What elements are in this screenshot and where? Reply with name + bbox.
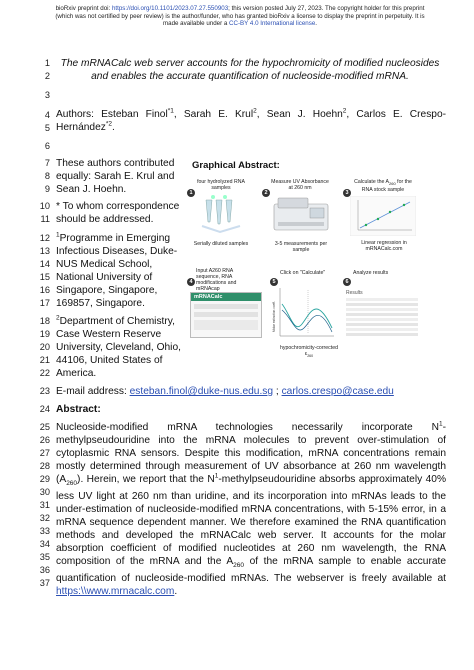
line-number: 12 xyxy=(39,233,50,243)
step-sub xyxy=(276,345,342,359)
line-number: 35 xyxy=(39,552,50,562)
line-number: 2 xyxy=(44,71,50,81)
abstract-sup: 1 xyxy=(438,420,443,428)
abstract-text: ). Herein, we report that the N xyxy=(77,474,215,485)
author-name: , Carlos E. Crespo-Hernández xyxy=(56,109,447,133)
caption-text: Calculate the A xyxy=(354,179,390,185)
affiliation-1 xyxy=(56,232,184,310)
aff-sup: 1 xyxy=(56,231,60,239)
abstract-heading: Abstract: xyxy=(56,404,101,415)
line-number: 32 xyxy=(39,513,50,523)
line-number: 24 xyxy=(39,404,50,414)
abstract-body xyxy=(56,421,446,598)
rna-tubes-illustration xyxy=(196,194,246,234)
line-number: 21 xyxy=(39,355,50,365)
abstract-text: Nucleoside-modified mRNA technologies necessarily incorporate N xyxy=(56,422,439,433)
email-label: E-mail address: xyxy=(56,386,130,397)
line-number: 10 xyxy=(39,201,50,211)
line-number: 27 xyxy=(39,448,50,458)
sub-sub: 260 xyxy=(307,354,314,359)
abstract-text: composition of the mRNA and the A xyxy=(56,556,234,568)
email-line xyxy=(56,385,448,398)
step-caption: Measure UV Absorbance at 260 nm xyxy=(271,179,329,191)
abstract-line: quantification of nucleoside-modified mRNAs. The webserver is freely available at xyxy=(56,573,446,585)
author-name: , Sarah E. Krul xyxy=(173,109,254,120)
caption-sub: 260 xyxy=(389,181,396,187)
header-line2: (which was not certified by peer review) is the author/funder, who has granted bioRxiv a license to display the preprint in perpetuity. It is xyxy=(55,12,425,20)
abstract-text: of the mRNA sample to enable accurate xyxy=(244,556,446,568)
corr-line: should be addressed. xyxy=(56,214,154,225)
author-name: Esteban Finol xyxy=(101,109,168,120)
author-sup: 2 xyxy=(253,107,257,115)
contrib-line: equally: Sarah E. Krul and xyxy=(56,171,175,182)
aff-line: Programme in Emerging xyxy=(59,233,171,244)
aff-line: University, Cleveland, Ohio, xyxy=(56,342,181,353)
webapp-screenshot xyxy=(190,292,262,338)
aff-line: Department of Chemistry, xyxy=(59,316,175,327)
line-number: 11 xyxy=(40,214,50,224)
doi-link[interactable]: https://doi.org/10.1101/2023.07.27.550903 xyxy=(111,5,229,12)
line-number: 22 xyxy=(39,368,50,378)
webapp-field xyxy=(194,304,258,309)
line-number: 16 xyxy=(39,285,50,295)
abstract-text: - xyxy=(442,422,446,433)
line-number: 25 xyxy=(39,422,50,432)
step-caption: Click on "Calculate" xyxy=(280,270,326,276)
aff-sup: 2 xyxy=(56,314,60,322)
affiliation-2 xyxy=(56,315,184,380)
results-panel xyxy=(346,290,418,346)
line-number: 19 xyxy=(39,329,50,339)
author-sup: *2 xyxy=(105,120,112,128)
line-number: 20 xyxy=(39,342,50,352)
contribution-note xyxy=(56,157,184,196)
sub-text: hypochromicity-corrected ε xyxy=(280,345,338,357)
paper-title xyxy=(56,57,444,83)
aff-line: 44106, United States of xyxy=(56,355,163,366)
abstract-text: (A xyxy=(56,474,67,485)
author-sup: 2 xyxy=(342,107,347,115)
line-number: 7 xyxy=(44,158,50,168)
line-number: 26 xyxy=(39,435,50,445)
step-sub: 3-5 measurements per sample xyxy=(274,241,328,253)
results-label: Results xyxy=(346,290,363,296)
abstract-line: under-estimation of nucleoside-modified mRNA concentrations, with 5-15% error, in a xyxy=(56,504,446,516)
ylabel: Molar extinction coeff. xyxy=(272,301,276,332)
line-number: 28 xyxy=(39,461,50,471)
step-caption: Analyze results xyxy=(353,270,389,276)
step-number-badge: 3 xyxy=(343,189,351,197)
line-number: 15 xyxy=(39,272,50,282)
caption-text: for the RNA stock sample xyxy=(361,179,412,194)
webapp-field xyxy=(194,312,258,317)
title-line2: and enables the accurate quantification of nucleoside-modified mRNA. xyxy=(91,71,409,82)
abstract-line: cytoplasmic RNA sensors. Despite this modification, mRNA concentrations remain xyxy=(56,448,446,459)
line-number: 37 xyxy=(39,578,50,588)
aff-line: America. xyxy=(56,368,97,379)
step-number xyxy=(343,270,351,288)
email-separator: ; xyxy=(273,386,282,397)
abstract-line: mRNA sequence dependent manner. We therefore examined the RNA quantification xyxy=(56,517,446,529)
line-number: 29 xyxy=(39,474,50,484)
authors-end: . xyxy=(112,122,115,133)
step-caption xyxy=(352,179,414,193)
aff-line: National University of xyxy=(56,272,153,283)
aff-line: 169857, Singapore. xyxy=(56,298,145,309)
abstract-line: mostly determined through measurement of UV absorbance at 260 nm wavelength xyxy=(56,461,446,472)
line-number: 13 xyxy=(39,246,50,256)
abstract-text: -methylpseudouridine absorbs approximately 40% xyxy=(218,474,446,485)
line-number: 8 xyxy=(44,171,50,181)
email-link-1[interactable]: esteban.finol@duke-nus.edu.sg xyxy=(129,386,274,397)
step-number xyxy=(262,181,270,199)
line-number: 4 xyxy=(44,110,50,120)
author-name: , Sean J. Hoehn xyxy=(256,109,343,120)
step-caption: Input A260 RNA sequence, RNA modifications and mRNAcap xyxy=(196,268,237,292)
line-number: 36 xyxy=(39,565,50,575)
abstract-line: methods and developed the mRNACalc web server. It accounts for the molar xyxy=(56,530,446,542)
contrib-line: Sean J. Hoehn. xyxy=(56,184,127,195)
line-number: 6 xyxy=(44,141,50,151)
line-number: 1 xyxy=(44,58,50,68)
line-number: 23 xyxy=(39,386,50,396)
preprint-header xyxy=(40,5,440,28)
step-sub: Serially diluted samples xyxy=(193,241,249,247)
abstract-sub: 260 xyxy=(66,480,78,488)
title-line1: The mRNACalc web server accounts for the hypochromicity of modified nucleosides xyxy=(60,58,440,69)
step-caption: four hydrolyzed RNA samples xyxy=(197,179,245,191)
step-number-badge: 5 xyxy=(270,278,278,286)
header-text: bioRxiv preprint doi: xyxy=(55,5,112,12)
webapp-title: mRNACalc xyxy=(191,293,261,301)
header-line3b: . xyxy=(315,20,317,28)
webserver-link[interactable]: https:\\www.mrnacalc.com xyxy=(56,586,175,598)
abstract-sub: 260 xyxy=(233,562,245,570)
line-number: 30 xyxy=(39,487,50,497)
abstract-end: . xyxy=(174,586,178,598)
aff-line: Infectious Diseases, Duke- xyxy=(56,246,178,257)
step-number xyxy=(187,270,195,288)
spectra-plot xyxy=(272,284,336,342)
step-number-badge: 4 xyxy=(187,278,195,286)
line-number: 5 xyxy=(44,123,50,133)
header-line3a: made available under a xyxy=(162,20,228,28)
regression-plot xyxy=(350,196,416,236)
step-sub: Linear regression in mRNACalc.com xyxy=(361,240,407,252)
line-number: 17 xyxy=(39,298,50,308)
corr-line: * To whom correspondence xyxy=(56,201,180,212)
webapp-field xyxy=(194,320,258,330)
line-number: 31 xyxy=(39,500,50,510)
line-number: 33 xyxy=(39,526,50,536)
aff-line: NUS Medical School, xyxy=(56,259,153,270)
abstract-line: absorption coefficient of modified nucleotides at 260 nm wavelength, the RNA xyxy=(56,543,446,555)
line-number: 14 xyxy=(39,259,50,269)
license-link[interactable]: CC-BY 4.0 International license xyxy=(229,20,316,28)
line-number: 3 xyxy=(44,90,50,100)
step-number-badge: 1 xyxy=(187,189,195,197)
line-number: 18 xyxy=(39,316,50,326)
step-number-badge: 6 xyxy=(343,278,351,286)
abstract-sup: 1 xyxy=(214,472,219,480)
header-text-b: ; this version posted July 27, 2023. The copyright holder for this preprint xyxy=(228,5,425,12)
abstract-line: less UV light at 260 nm than uridine, and its incorporation into mRNAs leads to the xyxy=(56,491,446,503)
step-number xyxy=(187,181,195,199)
aff-line: Case Western Reserve xyxy=(56,329,162,340)
line-number: 9 xyxy=(44,184,50,194)
authors-label: Authors: xyxy=(56,109,102,120)
authors xyxy=(56,108,446,134)
contrib-line: These authors contributed xyxy=(56,158,175,169)
graphical-abstract-title: Graphical Abstract: xyxy=(192,160,280,171)
spectrophotometer-illustration xyxy=(270,194,332,236)
correspondence-note xyxy=(56,200,184,226)
author-sup: *1 xyxy=(167,107,174,115)
aff-line: Singapore, Singapore, xyxy=(56,285,158,296)
abstract-line: methylpseudouridine into the mRNA molecules to prevent over-stimulation of xyxy=(56,435,446,446)
email-link-2[interactable]: carlos.crespo@case.edu xyxy=(281,386,394,397)
line-number: 34 xyxy=(39,539,50,549)
step-number-badge: 2 xyxy=(262,189,270,197)
